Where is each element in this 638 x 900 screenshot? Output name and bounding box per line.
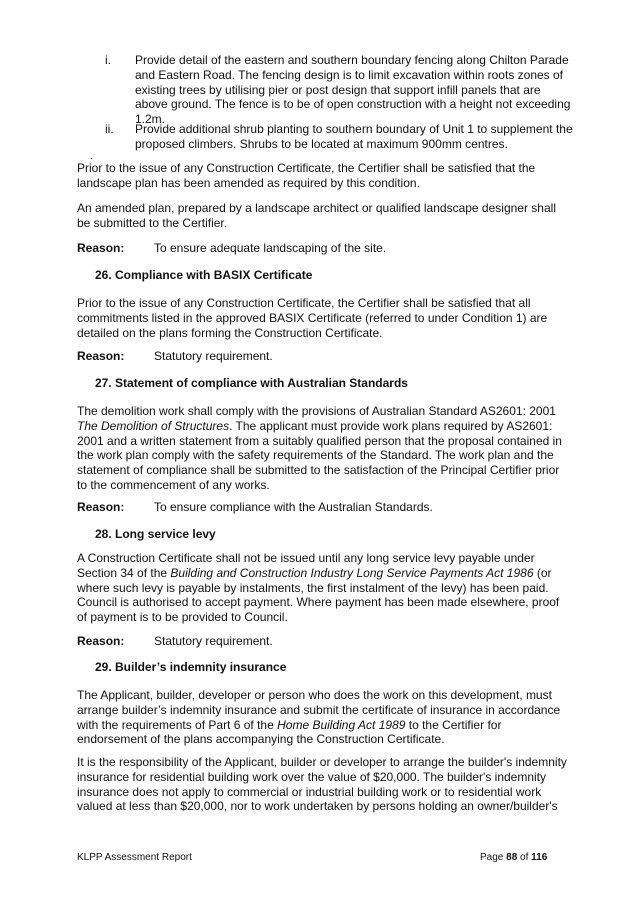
page-total: 116	[531, 852, 548, 863]
reason-label: Reason:	[77, 500, 125, 514]
reason-text: To ensure compliance with the Australian Standards.	[154, 500, 433, 514]
page-current: 88	[506, 852, 518, 863]
text-run: A Construction Certificate shall not be issued until any long service levy payable under Section 34 of the	[77, 551, 535, 580]
reason-text: To ensure adequate landscaping of the site.	[154, 241, 387, 255]
landscape-paragraph-1: Prior to the issue of any Construction Certificate, the Certifier shall be satisfied that the landscape plan has been amended as required by this condition.	[77, 161, 536, 190]
list-item-number: i.	[105, 53, 111, 67]
levy-paragraph	[77, 551, 567, 625]
basix-paragraph: Prior to the issue of any Construction Certificate, the Certifier shall be satisfied that all commitments listed in the approved BASIX Certificate (referred to under Condition 1) are detailed on the plans forming the Construction Certificate.	[77, 296, 548, 340]
section-heading: 26. Compliance with BASIX Certificate	[95, 268, 313, 282]
insurance-paragraph-1	[77, 688, 567, 747]
list-item-text: Provide detail of the eastern and southern boundary fencing along Chilton Parade and Eastern Road. The fencing design is to limit excavation within roots zones of existing trees by utilising pier or post design that support infill panels that are above ground. The fence is to be of open construction with a height not exceeding 1.2m.	[135, 53, 571, 127]
reason-text: Statutory requirement.	[154, 349, 273, 363]
list-item-text: Provide additional shrub planting to southern boundary of Unit 1 to supplement the proposed climbers. Shrubs to be located at maximum 900mm centres.	[135, 122, 573, 151]
stray-mark: .	[90, 151, 93, 162]
standards-paragraph	[77, 404, 567, 493]
list-item-number: ii.	[105, 122, 114, 136]
text-run: (or where such levy is payable by instalments, the first instalment of the levy) has been paid. Council is authorised to accept payment. Where payment has been made elsewhere, proof of payment is to be provided to Council.	[77, 565, 560, 625]
page-label: Page	[480, 852, 504, 863]
insurance-paragraph-2: It is the responsibility of the Applicant, builder or developer to arrange the builder's indemnity insurance for residential building work over the value of $20,000. The builder's indemnity insurance does not apply to commercial or industrial building work or to residential work valued at less than $20,000, nor to work undertaken by persons holding an owner/builder's	[77, 755, 567, 814]
landscape-paragraph-2: An amended plan, prepared by a landscape architect or qualified landscape designer shall be submitted to the Certifier.	[77, 201, 556, 230]
footer-report-name: KLPP Assessment Report	[77, 852, 192, 863]
section-heading: 29. Builder’s indemnity insurance	[95, 660, 287, 674]
section-heading: 28. Long service levy	[95, 527, 216, 541]
text-run: to the Certifier for endorsement of the plans accompanying the Construction Certificate.	[77, 717, 502, 747]
act-title: Home Building Act 1989	[277, 717, 406, 732]
text-run: . The applicant must provide work plans required by AS2601: 2001 and a written statement from a suitably qualified person that the proposal contained in the work plan comply with the safety requirements of the Standard. The work plan and the statement of compliance shall be submitted to the satisfaction of the Principal Certifier prior to the commencement of any works.	[77, 418, 562, 492]
text-run: The demolition work shall comply with the provisions of Australian Standard AS2601: 2001	[77, 404, 556, 418]
text-run: The Applicant, builder, developer or person who does the work on this development, must arrange builder’s indemnity insurance and submit the certificate of insurance in accordance with the requirements of Part 6 of the	[77, 688, 561, 732]
page-of-label: of	[520, 852, 529, 863]
standard-title: The Demolition of Structures	[77, 418, 230, 433]
act-title: Building and Construction Industry Long Service Payments Act 1986	[170, 565, 534, 580]
section-heading: 27. Statement of compliance with Australian Standards	[95, 376, 408, 390]
reason-label: Reason:	[77, 634, 125, 648]
page-number	[480, 852, 547, 864]
reason-label: Reason:	[77, 349, 125, 363]
reason-label: Reason:	[77, 241, 125, 255]
reason-text: Statutory requirement.	[154, 634, 273, 648]
